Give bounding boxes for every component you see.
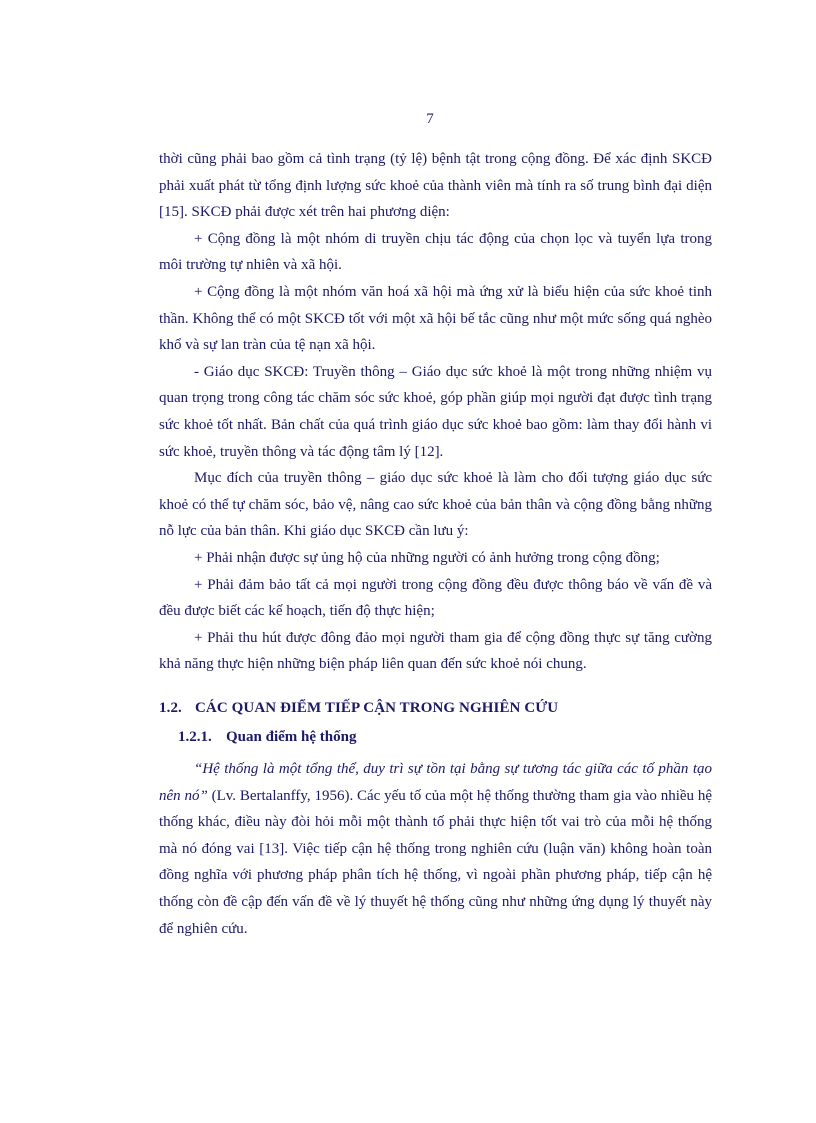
paragraph-participation: + Phải thu hút được đông đảo mọi người tham gia để cộng đồng thực sự tăng cường khả năng thực hiện những biện pháp liên quan đến sức khoẻ nói chung. [159, 629, 712, 673]
paragraph-support: + Phải nhận được sự ủng hộ của những người có ảnh hưởng trong cộng đồng; [194, 549, 660, 566]
systems-text: (Lv. Bertalanffy, 1956). Các yếu tố của một hệ thống thường tham gia vào nhiều hệ thống khác, điều này đòi hỏi mỗi một thành tố phải thực hiện tốt vai trò của mỗi hệ thống mà nó đóng vai [13]. Việc tiếp cận hệ thống trong nghiên cứu (luận văn) không hoàn toàn đồng nghĩa với phương pháp phân tích hệ thống, vì ngoài phần phương pháp, tiếp cận hệ thống còn đề cập đến vấn đề về lý thuyết hệ thống cũng như những ứng dụng lý thuyết này để nghiên cứu. [159, 787, 713, 937]
paragraph-purpose: Mục đích của truyền thông – giáo dục sức khoẻ là làm cho đối tượng giáo dục sức khoẻ có thể tự chăm sóc, bảo vệ, nâng cao sức khoẻ của bản thân và cộng đồng bằng những nỗ lực của bản thân. Khi giáo dục SKCĐ cần lưu ý: [159, 470, 712, 540]
subsection-heading [178, 724, 712, 751]
paragraph-systems-view [159, 756, 712, 942]
paragraph-cultural-group: + Cộng đồng là một nhóm văn hoá xã hội mà ứng xử là biểu hiện của sức khoẻ tinh thần. Không thể có một SKCĐ tốt với một xã hội bế tắc cũng như một mức sống quá nghèo khổ và sự lan tràn của tệ nạn xã hội. [159, 283, 712, 354]
subsection-title: Quan điểm hệ thống [226, 729, 357, 746]
page-content [159, 146, 712, 942]
section-title: CÁC QUAN ĐIỂM TIẾP CẬN TRONG NGHIÊN CỨU [195, 699, 559, 716]
paragraph-genetic-group: + Cộng đồng là một nhóm di truyền chịu tác động của chọn lọc và tuyển lựa trong môi trường tự nhiên và xã hội. [159, 230, 712, 274]
paragraph-health-education: - Giáo dục SKCĐ: Truyền thông – Giáo dục sức khoẻ là một trong những nhiệm vụ quan trọng trong công tác chăm sóc sức khoẻ, góp phần giúp mọi người đạt được tình trạng sức khoẻ tốt nhất. Bản chất của quá trình giáo dục sức khoẻ bao gồm: làm thay đổi hành vi sức khoẻ, truyền thông và tác động tâm lý [12]. [159, 363, 712, 460]
systems-quote: “Hệ thống là một tổng thể, duy trì sự tồn tại bằng sự tương tác giữa các tố phần tạo nên nó” [159, 761, 712, 804]
paragraph-continuation: thời cũng phải bao gồm cả tình trạng (tỷ lệ) bệnh tật trong cộng đồng. Để xác định SKCĐ phải xuất phát từ tổng định lượng sức khoẻ của thành viên mà tính ra số trung bình đại diện [15]. SKCĐ phải được xét trên hai phương diện: [159, 151, 712, 221]
section-heading [159, 695, 712, 722]
page-number: 7 [426, 111, 434, 127]
paragraph-inform: + Phải đảm bảo tất cả mọi người trong cộng đồng đều được thông báo về vấn đề và đều được biết các kế hoạch, tiến độ thực hiện; [159, 576, 712, 620]
section-number: 1.2. [159, 699, 182, 716]
subsection-number: 1.2.1. [178, 729, 212, 746]
